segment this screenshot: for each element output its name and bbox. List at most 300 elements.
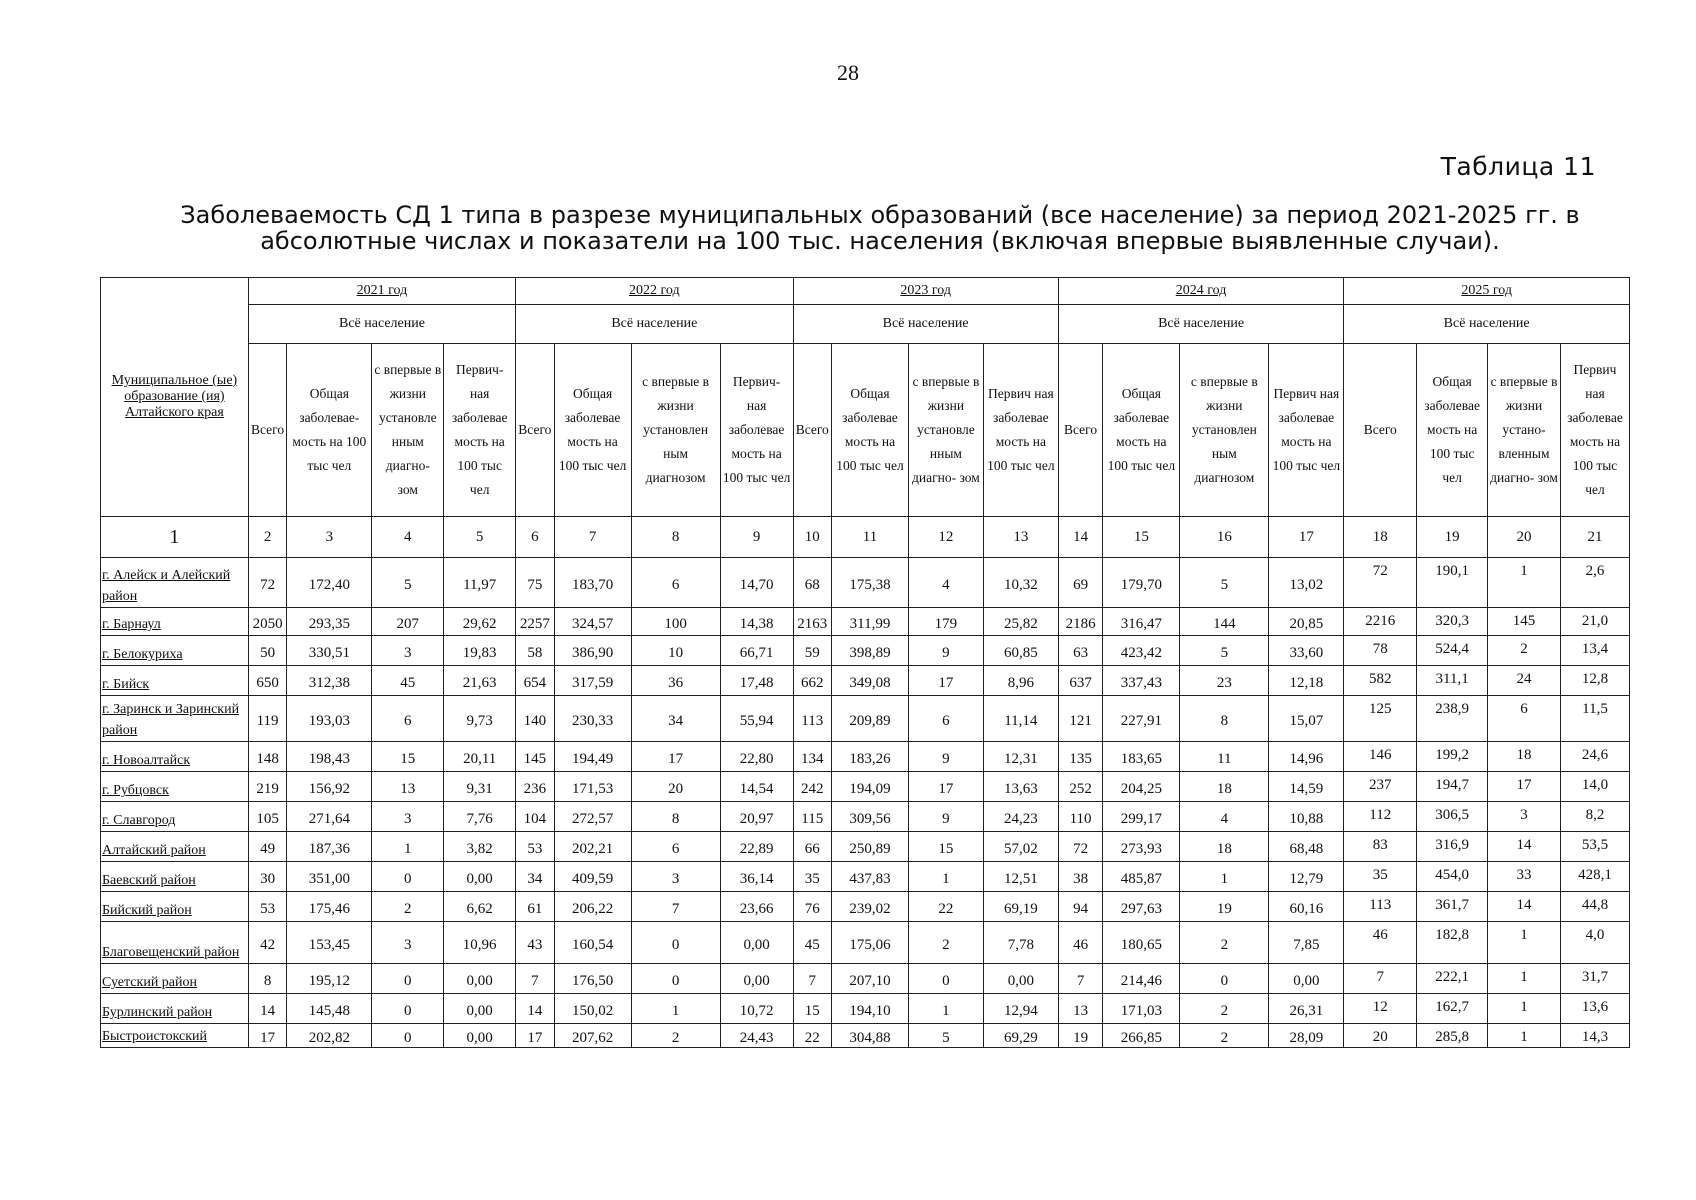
table-cell: 61: [516, 892, 554, 922]
table-cell: 2216: [1344, 608, 1417, 636]
table-cell: 45: [372, 666, 444, 696]
morbidity-table: [100, 277, 1630, 1048]
table-cell: 193,03: [287, 696, 372, 742]
table-cell: 222,1: [1417, 964, 1488, 994]
table-label: Таблица 11: [1440, 152, 1596, 181]
table-cell: 9: [908, 802, 983, 832]
table-cell: 650: [248, 666, 286, 696]
table-cell: 242: [793, 772, 831, 802]
column-number: 5: [444, 517, 516, 558]
table-cell: 179: [908, 608, 983, 636]
table-cell: 311,1: [1417, 666, 1488, 696]
table-cell: 34: [631, 696, 720, 742]
table-cell: 69: [1058, 558, 1103, 608]
column-header: Всего: [248, 344, 286, 517]
document-title: Заболеваемость СД 1 типа в разрезе муниципальных образований (все население) за период 2021-2025 гг. в абсолютные числах и показатели на 100 тыс. населения (включая впервые выявленные случаи).: [180, 201, 1580, 255]
municipality-name: г. Заринск и Заринский район: [101, 696, 249, 742]
table-cell: 1: [1488, 964, 1561, 994]
population-header: Всё население: [1344, 305, 1630, 344]
table-cell: 14,59: [1269, 772, 1344, 802]
table-cell: 198,43: [287, 742, 372, 772]
table-cell: 0,00: [720, 922, 793, 964]
year-header: 2023 год: [793, 278, 1058, 305]
table-cell: 14,0: [1560, 772, 1629, 802]
table-cell: 11,14: [983, 696, 1058, 742]
table-cell: 190,1: [1417, 558, 1488, 608]
table-cell: 14,54: [720, 772, 793, 802]
table-cell: 330,51: [287, 636, 372, 666]
table-cell: 14: [1488, 892, 1561, 922]
table-cell: 8,2: [1560, 802, 1629, 832]
column-header: Первич ная заболевае мость на 100 тыс чел: [1269, 344, 1344, 517]
table-cell: 22,89: [720, 832, 793, 862]
column-number: 15: [1103, 517, 1180, 558]
column-number: 3: [287, 517, 372, 558]
table-cell: 2186: [1058, 608, 1103, 636]
table-cell: 320,3: [1417, 608, 1488, 636]
table-cell: 25,82: [983, 608, 1058, 636]
table-cell: 100: [631, 608, 720, 636]
column-header: Первич- ная заболевае мость на 100 тыс чел: [720, 344, 793, 517]
table-cell: 6: [1488, 696, 1561, 742]
table-cell: 125: [1344, 696, 1417, 742]
table-cell: 66,71: [720, 636, 793, 666]
table-cell: 2050: [248, 608, 286, 636]
population-header: Всё население: [1058, 305, 1344, 344]
table-cell: 113: [1344, 892, 1417, 922]
year-header: 2025 год: [1344, 278, 1630, 305]
table-cell: 1: [1488, 558, 1561, 608]
table-cell: 312,38: [287, 666, 372, 696]
table-cell: 29,62: [444, 608, 516, 636]
table-cell: 135: [1058, 742, 1103, 772]
table-cell: 0,00: [444, 994, 516, 1024]
table-cell: 42: [248, 922, 286, 964]
table-row: [101, 964, 1630, 994]
table-cell: 11: [1180, 742, 1269, 772]
table-cell: 2: [1180, 994, 1269, 1024]
table-cell: 33: [1488, 862, 1561, 892]
table-cell: 6: [372, 696, 444, 742]
table-cell: 316,47: [1103, 608, 1180, 636]
table-cell: 299,17: [1103, 802, 1180, 832]
table-cell: 49: [248, 832, 286, 862]
table-row: [101, 666, 1630, 696]
table-cell: 17: [516, 1024, 554, 1048]
table-cell: 46: [1344, 922, 1417, 964]
table-cell: 13,63: [983, 772, 1058, 802]
table-cell: 4: [908, 558, 983, 608]
table-cell: 8: [631, 802, 720, 832]
table-cell: 183,26: [832, 742, 909, 772]
table-cell: 22,80: [720, 742, 793, 772]
table-cell: 14,96: [1269, 742, 1344, 772]
table-cell: 309,56: [832, 802, 909, 832]
table-cell: 2163: [793, 608, 831, 636]
column-number: 16: [1180, 517, 1269, 558]
table-row: [101, 696, 1630, 742]
table-cell: 53,5: [1560, 832, 1629, 862]
table-cell: 171,03: [1103, 994, 1180, 1024]
column-header: Первич ная заболевае мость на 100 тыс чел: [983, 344, 1058, 517]
table-cell: 214,46: [1103, 964, 1180, 994]
column-header: Первич ная заболевае мость на 100 тыс чел: [1560, 344, 1629, 517]
column-number: 8: [631, 517, 720, 558]
table-cell: 180,65: [1103, 922, 1180, 964]
table-cell: 5: [1180, 636, 1269, 666]
municipality-name: Алтайский район: [101, 832, 249, 862]
table-cell: 15: [372, 742, 444, 772]
table-cell: 146: [1344, 742, 1417, 772]
table-cell: 38: [1058, 862, 1103, 892]
table-cell: 60,16: [1269, 892, 1344, 922]
table-cell: 10,32: [983, 558, 1058, 608]
column-number: 18: [1344, 517, 1417, 558]
table-cell: 144: [1180, 608, 1269, 636]
table-cell: 14: [516, 994, 554, 1024]
column-header: Всего: [1058, 344, 1103, 517]
table-cell: 18: [1180, 832, 1269, 862]
table-cell: 304,88: [832, 1024, 909, 1048]
table-cell: 17: [631, 742, 720, 772]
table-row: [101, 608, 1630, 636]
table-cell: 63: [1058, 636, 1103, 666]
table-cell: 175,06: [832, 922, 909, 964]
table-cell: 207: [372, 608, 444, 636]
table-cell: 23,66: [720, 892, 793, 922]
table-cell: 19: [1058, 1024, 1103, 1048]
table-cell: 19: [1180, 892, 1269, 922]
table-cell: 20,97: [720, 802, 793, 832]
table-cell: 45: [793, 922, 831, 964]
table-cell: 207,62: [554, 1024, 631, 1048]
table-cell: 10,72: [720, 994, 793, 1024]
table-cell: 12,18: [1269, 666, 1344, 696]
table-cell: 14,3: [1560, 1024, 1629, 1048]
table-cell: 31,7: [1560, 964, 1629, 994]
table-cell: 194,7: [1417, 772, 1488, 802]
table-cell: 57,02: [983, 832, 1058, 862]
table-cell: 285,8: [1417, 1024, 1488, 1048]
table-cell: 183,65: [1103, 742, 1180, 772]
table-cell: 1: [1488, 1024, 1561, 1048]
table-cell: 13,6: [1560, 994, 1629, 1024]
table-cell: 13: [1058, 994, 1103, 1024]
table-cell: 179,70: [1103, 558, 1180, 608]
column-number: 13: [983, 517, 1058, 558]
table-cell: 316,9: [1417, 832, 1488, 862]
table-cell: 349,08: [832, 666, 909, 696]
municipality-name: Бурлинский район: [101, 994, 249, 1024]
table-cell: 3,82: [444, 832, 516, 862]
municipality-header: Муниципальное (ые) образование (ия) Алтайского края: [101, 278, 249, 517]
column-header: Общая заболевае мость на 100 тыс чел: [554, 344, 631, 517]
table-cell: 2: [908, 922, 983, 964]
column-header: с впервые в жизни установле нным диагно- зом: [372, 344, 444, 517]
table-cell: 34: [516, 862, 554, 892]
column-header: Первич- ная заболевае мость на 100 тыс чел: [444, 344, 516, 517]
table-cell: 2: [1488, 636, 1561, 666]
table-cell: 176,50: [554, 964, 631, 994]
table-cell: 21,63: [444, 666, 516, 696]
table-cell: 72: [1058, 832, 1103, 862]
table-cell: 12: [1344, 994, 1417, 1024]
column-header: с впервые в жизни установле нным диагно- зом: [908, 344, 983, 517]
table-cell: 23: [1180, 666, 1269, 696]
table-cell: 202,82: [287, 1024, 372, 1048]
table-cell: 66: [793, 832, 831, 862]
table-cell: 6,62: [444, 892, 516, 922]
table-cell: 409,59: [554, 862, 631, 892]
table-cell: 3: [372, 636, 444, 666]
table-cell: 145: [516, 742, 554, 772]
column-header: Общая заболевае мость на 100 тыс чел: [1417, 344, 1488, 517]
table-cell: 13,4: [1560, 636, 1629, 666]
table-cell: 7: [1058, 964, 1103, 994]
table-cell: 7: [793, 964, 831, 994]
table-row: [101, 636, 1630, 666]
column-header: Всего: [516, 344, 554, 517]
table-row: [101, 922, 1630, 964]
table-cell: 20: [1344, 1024, 1417, 1048]
table-cell: 68,48: [1269, 832, 1344, 862]
column-header: Всего: [1344, 344, 1417, 517]
table-cell: 351,00: [287, 862, 372, 892]
table-cell: 1: [908, 994, 983, 1024]
column-header: Общая заболевае мость на 100 тыс чел: [832, 344, 909, 517]
column-number: 9: [720, 517, 793, 558]
table-cell: 53: [516, 832, 554, 862]
population-header: Всё население: [516, 305, 793, 344]
table-cell: 8: [248, 964, 286, 994]
table-cell: 13,02: [1269, 558, 1344, 608]
table-cell: 12,31: [983, 742, 1058, 772]
table-cell: 30: [248, 862, 286, 892]
table-row: [101, 832, 1630, 862]
table-cell: 36,14: [720, 862, 793, 892]
table-cell: 94: [1058, 892, 1103, 922]
table-cell: 206,22: [554, 892, 631, 922]
table-cell: 0: [631, 922, 720, 964]
table-cell: 18: [1180, 772, 1269, 802]
table-cell: 68: [793, 558, 831, 608]
table-cell: 175,38: [832, 558, 909, 608]
table-cell: 60,85: [983, 636, 1058, 666]
table-cell: 0: [1180, 964, 1269, 994]
table-cell: 104: [516, 802, 554, 832]
table-cell: 171,53: [554, 772, 631, 802]
table-cell: 113: [793, 696, 831, 742]
table-cell: 2,6: [1560, 558, 1629, 608]
table-cell: 1: [1488, 922, 1561, 964]
table-cell: 10,88: [1269, 802, 1344, 832]
table-cell: 3: [372, 802, 444, 832]
table-cell: 637: [1058, 666, 1103, 696]
table-cell: 11,5: [1560, 696, 1629, 742]
page-number: 28: [837, 60, 859, 85]
table-cell: 162,7: [1417, 994, 1488, 1024]
municipality-name: Суетский район: [101, 964, 249, 994]
column-header: с впервые в жизни устано- вленным диагно- зом: [1488, 344, 1561, 517]
table-cell: 311,99: [832, 608, 909, 636]
table-cell: 204,25: [1103, 772, 1180, 802]
table-cell: 69,29: [983, 1024, 1058, 1048]
table-cell: 297,63: [1103, 892, 1180, 922]
table-row: [101, 862, 1630, 892]
table-cell: 9,73: [444, 696, 516, 742]
year-header: 2024 год: [1058, 278, 1344, 305]
table-cell: 0: [372, 994, 444, 1024]
table-cell: 5: [372, 558, 444, 608]
table-cell: 19,83: [444, 636, 516, 666]
table-cell: 7: [631, 892, 720, 922]
table-cell: 9: [908, 636, 983, 666]
table-cell: 306,5: [1417, 802, 1488, 832]
table-cell: 194,49: [554, 742, 631, 772]
table-cell: 271,64: [287, 802, 372, 832]
table-cell: 12,8: [1560, 666, 1629, 696]
table-cell: 195,12: [287, 964, 372, 994]
table-cell: 172,40: [287, 558, 372, 608]
table-cell: 145: [1488, 608, 1561, 636]
table-cell: 140: [516, 696, 554, 742]
population-header: Всё население: [248, 305, 515, 344]
table-cell: 582: [1344, 666, 1417, 696]
table-cell: 14,38: [720, 608, 793, 636]
table-cell: 209,89: [832, 696, 909, 742]
table-cell: 21,0: [1560, 608, 1629, 636]
column-header: с впервые в жизни установлен ным диагнозом: [1180, 344, 1269, 517]
column-number: 19: [1417, 517, 1488, 558]
municipality-name: г. Новоалтайск: [101, 742, 249, 772]
table-cell: 43: [516, 922, 554, 964]
table-cell: 437,83: [832, 862, 909, 892]
table-cell: 9: [908, 742, 983, 772]
table-cell: 337,43: [1103, 666, 1180, 696]
table-cell: 7,78: [983, 922, 1058, 964]
table-cell: 485,87: [1103, 862, 1180, 892]
table-cell: 237: [1344, 772, 1417, 802]
table-cell: 20,85: [1269, 608, 1344, 636]
table-cell: 15,07: [1269, 696, 1344, 742]
table-cell: 175,46: [287, 892, 372, 922]
table-cell: 145,48: [287, 994, 372, 1024]
table-cell: 7: [1344, 964, 1417, 994]
table-cell: 12,79: [1269, 862, 1344, 892]
table-row: [101, 558, 1630, 608]
table-cell: 324,57: [554, 608, 631, 636]
table-cell: 361,7: [1417, 892, 1488, 922]
year-header: 2021 год: [248, 278, 515, 305]
table-cell: 1: [1180, 862, 1269, 892]
table-cell: 24,23: [983, 802, 1058, 832]
table-cell: 207,10: [832, 964, 909, 994]
table-row: [101, 772, 1630, 802]
table-cell: 13: [372, 772, 444, 802]
column-number: 11: [832, 517, 909, 558]
table-cell: 50: [248, 636, 286, 666]
table-cell: 15: [908, 832, 983, 862]
table-cell: 219: [248, 772, 286, 802]
column-number: 12: [908, 517, 983, 558]
table-cell: 17,48: [720, 666, 793, 696]
table-cell: 105: [248, 802, 286, 832]
municipality-name: Бийский район: [101, 892, 249, 922]
table-cell: 46: [1058, 922, 1103, 964]
table-cell: 0,00: [444, 862, 516, 892]
column-header: с впервые в жизни установлен ным диагнозом: [631, 344, 720, 517]
table-cell: 12,94: [983, 994, 1058, 1024]
table-cell: 8: [1180, 696, 1269, 742]
table-cell: 0: [372, 862, 444, 892]
table-cell: 10,96: [444, 922, 516, 964]
table-cell: 156,92: [287, 772, 372, 802]
table-cell: 6: [631, 832, 720, 862]
table-row: [101, 892, 1630, 922]
table-cell: 0,00: [444, 964, 516, 994]
table-cell: 182,8: [1417, 922, 1488, 964]
municipality-name: г. Белокуриха: [101, 636, 249, 666]
table-cell: 2: [1180, 1024, 1269, 1048]
table-cell: 317,59: [554, 666, 631, 696]
table-cell: 2257: [516, 608, 554, 636]
table-cell: 7,85: [1269, 922, 1344, 964]
municipality-name: г. Рубцовск: [101, 772, 249, 802]
table-cell: 194,09: [832, 772, 909, 802]
table-row: [101, 742, 1630, 772]
table-cell: 238,9: [1417, 696, 1488, 742]
table-cell: 15: [793, 994, 831, 1024]
table-cell: 14: [1488, 832, 1561, 862]
table-cell: 17: [908, 772, 983, 802]
municipality-name: г. Барнаул: [101, 608, 249, 636]
table-cell: 0,00: [1269, 964, 1344, 994]
municipality-name: Быстроистокский: [101, 1024, 249, 1048]
table-cell: 69,19: [983, 892, 1058, 922]
table-cell: 194,10: [832, 994, 909, 1024]
table-cell: 3: [631, 862, 720, 892]
table-cell: 2: [631, 1024, 720, 1048]
table-cell: 250,89: [832, 832, 909, 862]
table-cell: 28,09: [1269, 1024, 1344, 1048]
table-cell: 2: [372, 892, 444, 922]
column-header: Общая заболевае- мость на 100 тыс чел: [287, 344, 372, 517]
table-cell: 199,2: [1417, 742, 1488, 772]
table-cell: 153,45: [287, 922, 372, 964]
table-cell: 160,54: [554, 922, 631, 964]
table-cell: 18: [1488, 742, 1561, 772]
table-cell: 386,90: [554, 636, 631, 666]
table-cell: 398,89: [832, 636, 909, 666]
table-cell: 2: [1180, 922, 1269, 964]
table-cell: 272,57: [554, 802, 631, 832]
column-number: 14: [1058, 517, 1103, 558]
table-cell: 148: [248, 742, 286, 772]
column-number: 7: [554, 517, 631, 558]
table-cell: 17: [248, 1024, 286, 1048]
table-row: [101, 1024, 1630, 1048]
table-cell: 236: [516, 772, 554, 802]
table-cell: 6: [908, 696, 983, 742]
table-cell: 14: [248, 994, 286, 1024]
year-header: 2022 год: [516, 278, 793, 305]
table-cell: 78: [1344, 636, 1417, 666]
column-number: 6: [516, 517, 554, 558]
table-cell: 75: [516, 558, 554, 608]
table-cell: 36: [631, 666, 720, 696]
table-cell: 110: [1058, 802, 1103, 832]
table-cell: 9,31: [444, 772, 516, 802]
